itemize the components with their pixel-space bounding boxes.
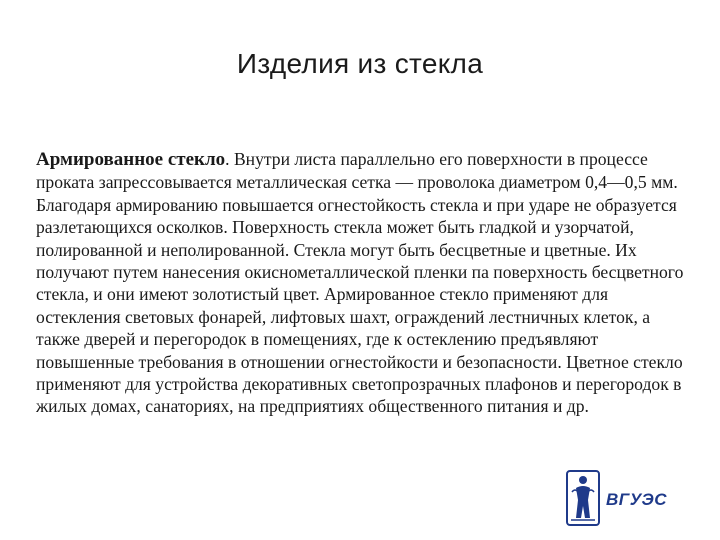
body-text: . Внутри листа параллельно его поверхности в процессе проката запрессовывается металлическая сетка — проволока диаметром 0,4—0,5 мм. Благодаря армированию повышается огнестойкость стекла и при ударе не образуется разлетающихся осколков. Поверхность стекла может быть гладкой и узорчатой, полированной и неполированной. Стекла могут быть бесцветные и цветные. Их получают путем нанесения окиснометаллической пленки па поверхность бесцветного стекла, и они имеют золотистый цвет. Армированное стекло применяют для остекления световых фонарей, лифтовых шахт, ограждений лестничных клеток, а также дверей и перегородок в помещениях, где к остеклению предъявляют повышенные требования в отношении огнестойкости и безопасности. Цветное стекло применяют для устройства декоративных светопрозрачных плафонов и перегородок в жилых домах, санаториях, на предприятиях общественного питания и др. [36, 149, 684, 417]
lead-term: Армированное стекло [36, 149, 226, 170]
logo [566, 470, 676, 526]
slide-title: Изделия из стекла [236, 48, 484, 79]
logo-text: ВГУЭС [606, 490, 667, 509]
body-paragraph [36, 148, 686, 418]
university-emblem-icon [566, 470, 600, 526]
